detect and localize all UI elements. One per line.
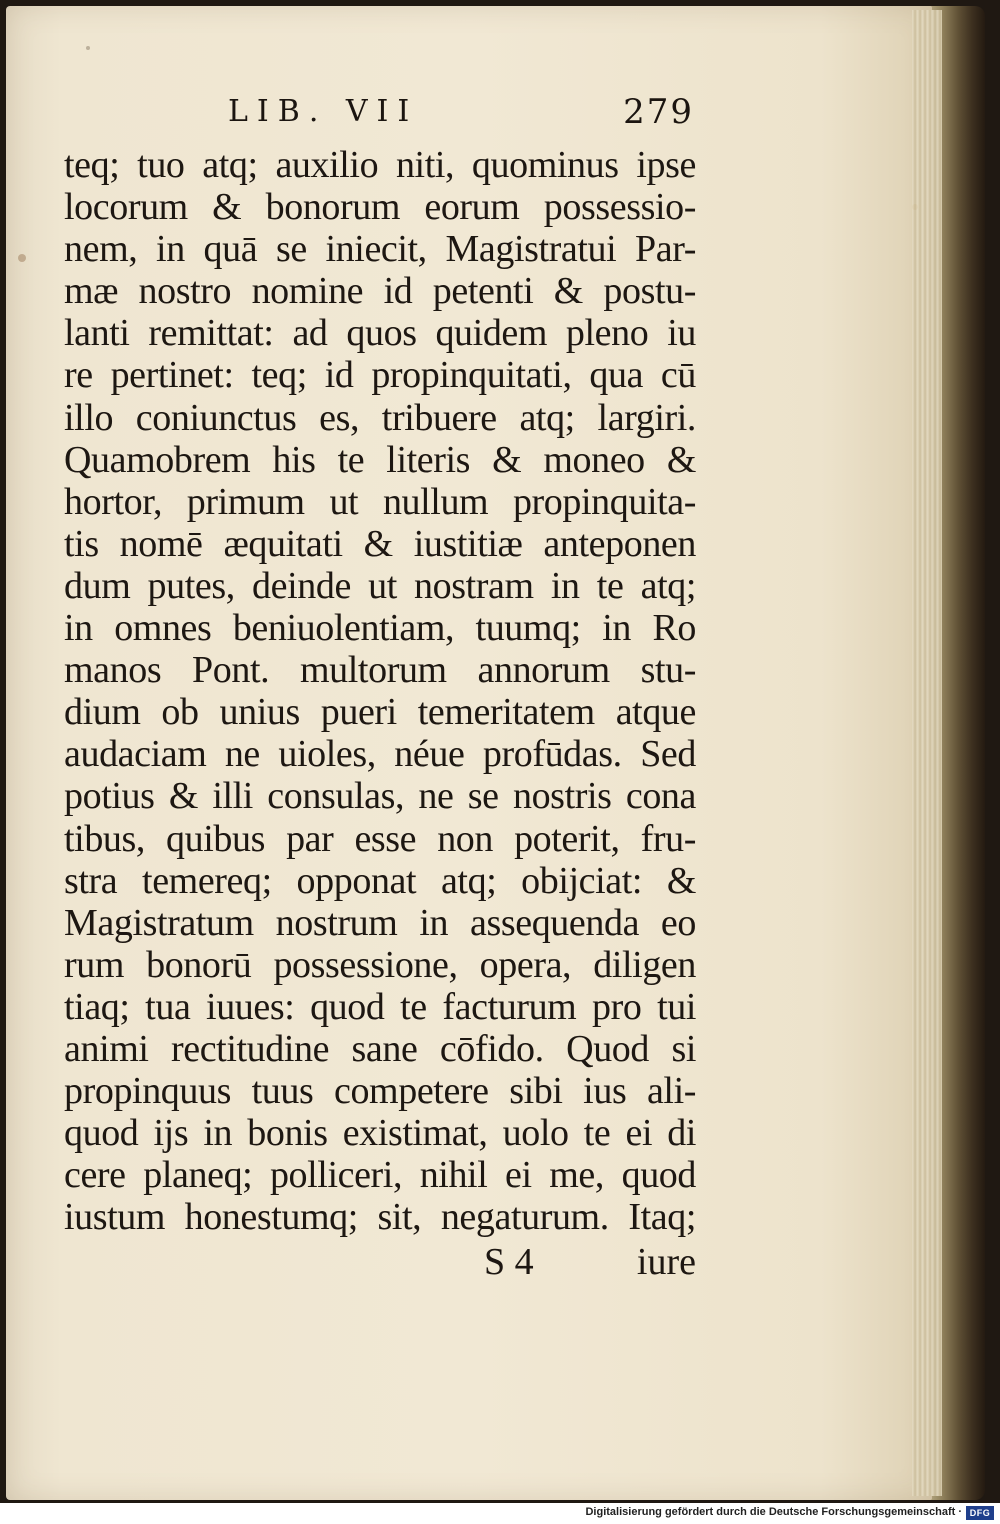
text-line: hortor, primum ut nullum propinquita- <box>64 480 696 523</box>
text-line: propinquus tuus competere sibi ius ali- <box>64 1070 696 1113</box>
text-line: mæ nostro nomine id petenti & postu- <box>64 270 696 313</box>
text-line: re pertinet: teq; id propinquitati, qua cū <box>64 354 696 397</box>
text-line: tiaq; tua iuues: quod te facturum pro tui <box>64 985 696 1028</box>
text-line: in omnes beniuolentiam, tuumq; in Ro <box>64 607 696 650</box>
text-line: locorum & bonorum eorum possessio- <box>64 186 696 229</box>
digitization-footer <box>0 1503 1000 1524</box>
text-line: teq; tuo atq; auxilio niti, quominus ipse <box>64 144 696 186</box>
signature-mark: S 4 <box>484 1241 534 1283</box>
catchline <box>484 1240 696 1286</box>
text-line: Quamobrem his te literis & moneo & <box>64 438 696 481</box>
footer-credit: Digitalisierung gefördert durch die Deutsche Forschungsgemeinschaft · <box>585 1506 962 1518</box>
text-line: dium ob unius pueri temeritatem atque <box>64 691 696 734</box>
body-text <box>64 144 696 1238</box>
text-line: potius & illi consulas, ne se nostris cona <box>64 775 696 818</box>
page-number: 279 <box>623 92 694 132</box>
text-line: quod ijs in bonis existimat, uolo te ei di <box>64 1112 696 1155</box>
text-line: rum bonorū possessione, opera, diligen <box>64 943 696 986</box>
running-head-book: LIB. VII <box>228 94 419 129</box>
text-line: dum putes, deinde ut nostram in te atq; <box>64 564 696 607</box>
text-line: nem, in quā se iniecit, Magistratui Par- <box>64 228 696 271</box>
catchword: iure <box>636 1241 696 1283</box>
text-line: iustum honestumq; sit, negaturum. Itaq; <box>64 1196 696 1239</box>
text-line: stra temereq; opponat atq; obijciat: & <box>64 859 696 902</box>
running-head <box>228 92 698 136</box>
text-line: audaciam ne uioles, néue profūdas. Sed <box>64 733 696 776</box>
text-line: manos Pont. multorum annorum stu- <box>64 649 696 692</box>
page-leaves-edge <box>912 10 942 1496</box>
foxing-spot <box>86 46 90 50</box>
dfg-logo: DFG <box>966 1506 994 1520</box>
text-line: cere planeq; polliceri, nihil ei me, quod <box>64 1154 696 1197</box>
text-line: tibus, quibus par esse non poterit, fru- <box>64 817 696 860</box>
text-line: Magistratum nostrum in assequenda eo <box>64 901 696 944</box>
page-paper <box>6 6 932 1500</box>
foxing-spot <box>18 254 26 262</box>
text-line: lanti remittat: ad quos quidem pleno iu <box>64 312 696 355</box>
text-line: animi rectitudine sane cōfido. Quod si <box>64 1027 696 1070</box>
text-line: tis nomē æquitati & iustitiæ anteponen <box>64 522 696 565</box>
text-line: illo coniunctus es, tribuere atq; largiri. <box>64 396 696 439</box>
